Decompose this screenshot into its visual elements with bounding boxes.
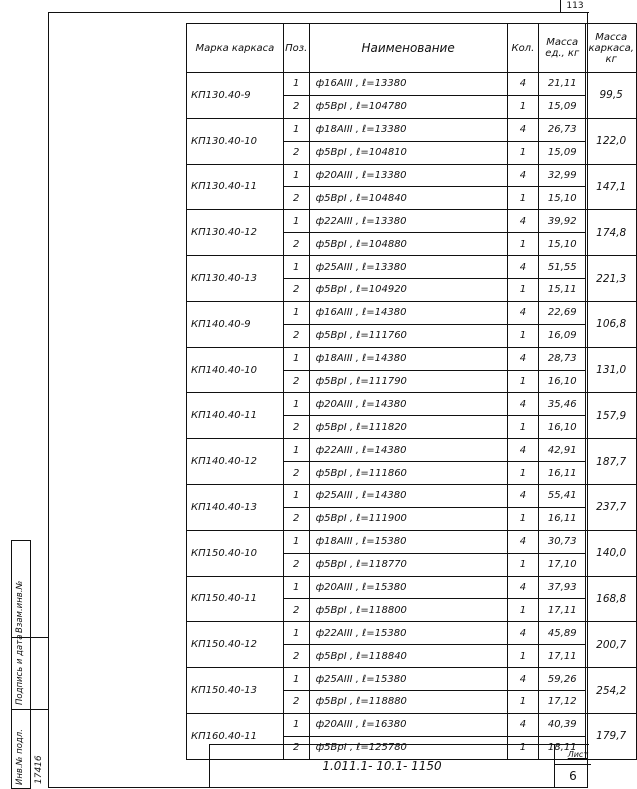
frame-mark: КП140.40-12 <box>187 439 284 485</box>
unit-mass-cell: 22,69 <box>539 301 586 324</box>
qty-cell: 1 <box>507 736 539 759</box>
qty-cell: 4 <box>507 73 539 96</box>
qty-cell: 1 <box>507 324 539 347</box>
frame-mass-cell: 237,7 <box>586 485 637 531</box>
unit-mass-cell: 40,39 <box>539 713 586 736</box>
position-cell: 2 <box>283 507 309 530</box>
specification-table <box>186 23 637 760</box>
frame-mass-cell: 122,0 <box>586 118 637 164</box>
qty-cell: 1 <box>507 416 539 439</box>
name-cell: ф5BрI , ℓ=104780 <box>309 95 507 118</box>
position-cell: 2 <box>283 233 309 256</box>
unit-mass-cell: 39,92 <box>539 210 586 233</box>
position-cell: 1 <box>283 485 309 508</box>
table-row <box>187 668 637 691</box>
qty-cell: 1 <box>507 645 539 668</box>
position-cell: 2 <box>283 95 309 118</box>
name-cell: ф5BрI , ℓ=118840 <box>309 645 507 668</box>
document-code: 1.011.1- 10.1- 1150 <box>322 759 442 773</box>
table-row <box>187 164 637 187</box>
inv-no-label: Инв.№ подл. <box>15 729 25 785</box>
name-cell: ф22АIII , ℓ=13380 <box>309 210 507 233</box>
frame-mass-cell: 157,9 <box>586 393 637 439</box>
position-cell: 1 <box>283 256 309 279</box>
unit-mass-cell: 15,10 <box>539 187 586 210</box>
unit-mass-cell: 51,55 <box>539 256 586 279</box>
unit-mass-cell: 17,11 <box>539 645 586 668</box>
name-cell: ф22АIII , ℓ=15380 <box>309 622 507 645</box>
header-name: Наименование <box>309 24 507 73</box>
qty-cell: 4 <box>507 485 539 508</box>
frame-mass-cell: 179,7 <box>586 713 637 759</box>
unit-mass-cell: 30,73 <box>539 530 586 553</box>
name-cell: ф5BрI , ℓ=111860 <box>309 462 507 485</box>
unit-mass-cell: 15,09 <box>539 141 586 164</box>
frame-mark: КП150.40-13 <box>187 668 284 714</box>
header-unit-mass: Масса ед., кг <box>539 24 586 73</box>
frame-mark: КП130.40-13 <box>187 256 284 302</box>
qty-cell: 1 <box>507 141 539 164</box>
qty-cell: 1 <box>507 599 539 622</box>
unit-mass-cell: 17,11 <box>539 599 586 622</box>
unit-mass-cell: 16,11 <box>539 507 586 530</box>
frame-mark: КП150.40-10 <box>187 530 284 576</box>
table-row <box>187 210 637 233</box>
frame-mass-cell: 140,0 <box>586 530 637 576</box>
header-mark: Марка каркаса <box>187 24 284 73</box>
signature-label: Подпись и дата <box>15 634 25 705</box>
name-cell: ф16АIII , ℓ=14380 <box>309 301 507 324</box>
qty-cell: 1 <box>507 187 539 210</box>
frame-mass-cell: 221,3 <box>586 256 637 302</box>
table-row <box>187 530 637 553</box>
position-cell: 1 <box>283 118 309 141</box>
qty-cell: 1 <box>507 370 539 393</box>
drawing-frame <box>48 12 634 788</box>
qty-cell: 4 <box>507 713 539 736</box>
header-pos: Поз. <box>283 24 309 73</box>
frame-mark: КП130.40-9 <box>187 73 284 119</box>
frame-mass-cell: 106,8 <box>586 301 637 347</box>
table-row <box>187 485 637 508</box>
frame-mass-cell: 200,7 <box>586 622 637 668</box>
name-cell: ф5BрI , ℓ=111900 <box>309 507 507 530</box>
name-cell: ф5BрI , ℓ=104840 <box>309 187 507 210</box>
frame-mark: КП150.40-12 <box>187 622 284 668</box>
name-cell: ф5BрI , ℓ=104810 <box>309 141 507 164</box>
qty-cell: 4 <box>507 393 539 416</box>
frame-mass-cell: 174,8 <box>586 210 637 256</box>
table-row <box>187 347 637 370</box>
position-cell: 2 <box>283 187 309 210</box>
position-cell: 1 <box>283 622 309 645</box>
position-cell: 1 <box>283 530 309 553</box>
name-cell: ф5BрI , ℓ=111790 <box>309 370 507 393</box>
name-cell: ф5BрI , ℓ=118770 <box>309 553 507 576</box>
qty-cell: 4 <box>507 439 539 462</box>
header-frame-mass: Масса каркаса, кг <box>586 24 637 73</box>
sheet-box <box>554 745 591 788</box>
unit-mass-cell: 17,12 <box>539 691 586 714</box>
position-cell: 1 <box>283 301 309 324</box>
position-cell: 1 <box>283 668 309 691</box>
frame-mark: КП140.40-13 <box>187 485 284 531</box>
qty-cell: 4 <box>507 210 539 233</box>
name-cell: ф20АIII , ℓ=16380 <box>309 713 507 736</box>
side-stamp-values <box>30 540 49 789</box>
qty-cell: 4 <box>507 347 539 370</box>
unit-mass-cell: 42,91 <box>539 439 586 462</box>
frame-mark: КП150.40-11 <box>187 576 284 622</box>
unit-mass-cell: 21,11 <box>539 73 586 96</box>
unit-mass-cell: 45,89 <box>539 622 586 645</box>
position-cell: 2 <box>283 141 309 164</box>
frame-mass-cell: 131,0 <box>586 347 637 393</box>
unit-mass-cell: 15,09 <box>539 95 586 118</box>
unit-mass-cell: 15,10 <box>539 233 586 256</box>
unit-mass-cell: 59,26 <box>539 668 586 691</box>
frame-mark: КП130.40-11 <box>187 164 284 210</box>
qty-cell: 4 <box>507 301 539 324</box>
name-cell: ф22АIII , ℓ=14380 <box>309 439 507 462</box>
table-row <box>187 73 637 96</box>
title-block <box>209 744 589 787</box>
position-cell: 1 <box>283 576 309 599</box>
frame-mark: КП130.40-12 <box>187 210 284 256</box>
header-qty: Кол. <box>507 24 539 73</box>
qty-cell: 1 <box>507 233 539 256</box>
table-row <box>187 301 637 324</box>
unit-mass-cell: 37,93 <box>539 576 586 599</box>
frame-mark: КП140.40-10 <box>187 347 284 393</box>
position-cell: 2 <box>283 645 309 668</box>
frame-mark: КП140.40-9 <box>187 301 284 347</box>
qty-cell: 1 <box>507 95 539 118</box>
position-cell: 2 <box>283 736 309 759</box>
name-cell: ф5BрI , ℓ=104880 <box>309 233 507 256</box>
side-stamp <box>11 540 30 789</box>
qty-cell: 4 <box>507 530 539 553</box>
name-cell: ф5BрI , ℓ=118800 <box>309 599 507 622</box>
name-cell: ф5BрI , ℓ=125780 <box>309 736 507 759</box>
name-cell: ф5BрI , ℓ=118880 <box>309 691 507 714</box>
qty-cell: 4 <box>507 164 539 187</box>
name-cell: ф16АIII , ℓ=13380 <box>309 73 507 96</box>
unit-mass-cell: 55,41 <box>539 485 586 508</box>
qty-cell: 1 <box>507 279 539 302</box>
name-cell: ф20АIII , ℓ=14380 <box>309 393 507 416</box>
unit-mass-cell: 28,73 <box>539 347 586 370</box>
qty-cell: 1 <box>507 553 539 576</box>
qty-cell: 4 <box>507 118 539 141</box>
unit-mass-cell: 16,10 <box>539 370 586 393</box>
sheet-number: 6 <box>569 769 577 783</box>
unit-mass-cell: 16,11 <box>539 462 586 485</box>
position-cell: 1 <box>283 347 309 370</box>
frame-mark: КП130.40-10 <box>187 118 284 164</box>
unit-mass-cell: 16,10 <box>539 416 586 439</box>
table-row <box>187 622 637 645</box>
qty-cell: 4 <box>507 576 539 599</box>
name-cell: ф5BрI , ℓ=111820 <box>309 416 507 439</box>
name-cell: ф25АIII , ℓ=13380 <box>309 256 507 279</box>
unit-mass-cell: 18,11 <box>539 736 586 759</box>
name-cell: ф18АIII , ℓ=13380 <box>309 118 507 141</box>
unit-mass-cell: 15,11 <box>539 279 586 302</box>
position-cell: 2 <box>283 279 309 302</box>
position-cell: 2 <box>283 691 309 714</box>
position-cell: 1 <box>283 439 309 462</box>
table-row <box>187 118 637 141</box>
position-cell: 1 <box>283 164 309 187</box>
name-cell: ф20АIII , ℓ=13380 <box>309 164 507 187</box>
frame-mark: КП140.40-11 <box>187 393 284 439</box>
table-row <box>187 713 637 736</box>
replace-label: Взам.инв.№ <box>15 580 25 633</box>
unit-mass-cell: 16,09 <box>539 324 586 347</box>
table-row <box>187 576 637 599</box>
position-cell: 2 <box>283 370 309 393</box>
qty-cell: 1 <box>507 462 539 485</box>
name-cell: ф5BрI , ℓ=111760 <box>309 324 507 347</box>
unit-mass-cell: 26,73 <box>539 118 586 141</box>
qty-cell: 4 <box>507 622 539 645</box>
position-cell: 2 <box>283 416 309 439</box>
table-row <box>187 393 637 416</box>
unit-mass-cell: 35,46 <box>539 393 586 416</box>
frame-mass-cell: 187,7 <box>586 439 637 485</box>
qty-cell: 1 <box>507 691 539 714</box>
unit-mass-cell: 32,99 <box>539 164 586 187</box>
position-cell: 2 <box>283 462 309 485</box>
page-number: 113 <box>560 0 589 13</box>
frame-mass-cell: 168,8 <box>586 576 637 622</box>
name-cell: ф18АIII , ℓ=14380 <box>309 347 507 370</box>
position-cell: 1 <box>283 713 309 736</box>
table-row <box>187 439 637 462</box>
table-header-row <box>187 24 637 73</box>
unit-mass-cell: 17,10 <box>539 553 586 576</box>
position-cell: 1 <box>283 393 309 416</box>
name-cell: ф5BрI , ℓ=104920 <box>309 279 507 302</box>
frame-mass-cell: 254,2 <box>586 668 637 714</box>
inv-no-value: 17416 <box>34 755 44 784</box>
qty-cell: 1 <box>507 507 539 530</box>
frame-mass-cell: 99,5 <box>586 73 637 119</box>
position-cell: 2 <box>283 553 309 576</box>
position-cell: 1 <box>283 210 309 233</box>
frame-mark: КП160.40-11 <box>187 713 284 759</box>
position-cell: 2 <box>283 599 309 622</box>
name-cell: ф25АIII , ℓ=15380 <box>309 668 507 691</box>
qty-cell: 4 <box>507 256 539 279</box>
table-row <box>187 256 637 279</box>
qty-cell: 4 <box>507 668 539 691</box>
name-cell: ф20АIII , ℓ=15380 <box>309 576 507 599</box>
name-cell: ф25АIII , ℓ=14380 <box>309 485 507 508</box>
position-cell: 1 <box>283 73 309 96</box>
frame-mass-cell: 147,1 <box>586 164 637 210</box>
name-cell: ф18АIII , ℓ=15380 <box>309 530 507 553</box>
position-cell: 2 <box>283 324 309 347</box>
sheet-label: Лист <box>555 745 591 765</box>
